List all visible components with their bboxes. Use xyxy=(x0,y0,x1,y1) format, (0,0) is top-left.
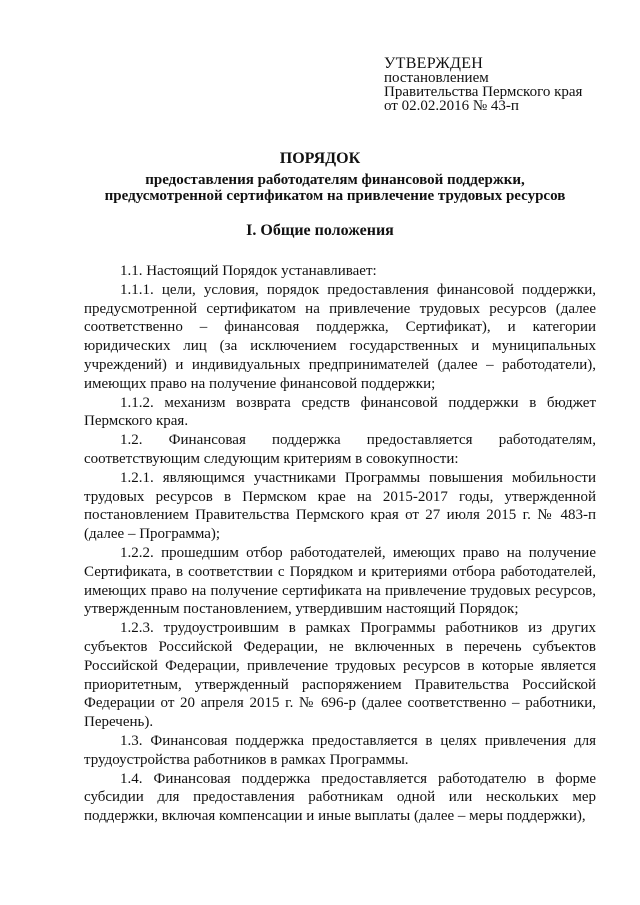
document-body xyxy=(84,262,596,826)
document-title: ПОРЯДОК xyxy=(279,150,361,167)
paragraph-1-1-2: 1.1.2. механизм возврата средств финансовой поддержки в бюджет Пермского края. xyxy=(84,394,596,430)
approval-line-3: Правительства Пермского края xyxy=(384,84,583,100)
approval-line-4: от 02.02.2016 № 43-п xyxy=(384,98,519,114)
approval-line-2: постановлением xyxy=(384,70,489,86)
paragraph-1-2: 1.2. Финансовая поддержка предоставляется работодателям, соответствующим следующим критериям в совокупности: xyxy=(84,432,596,467)
document-subtitle: предоставления работодателям финансовой поддержки, предусмотренной сертификатом на привлечение трудовых ресурсов xyxy=(104,172,566,204)
paragraph-1-1: 1.1. Настоящий Порядок устанавливает: xyxy=(120,263,377,279)
paragraph-1-2-2: 1.2.2. прошедшим отбор работодателей, имеющих право на получение Сертификата, в соответствии с Порядком и критериями отбора работодателей, имеющих право на получение сертификата на привлечение трудовых ресурсов, утвержденным постановлением, утвердившим настоящий Порядок; xyxy=(84,544,596,618)
paragraph-1-4: 1.4. Финансовая поддержка предоставляется работодателю в форме субсидии для предоставления работникам одной или нескольких мер поддержки, включая компенсации и иные выплаты (далее – меры поддержки), xyxy=(84,770,596,825)
section-heading: I. Общие положения xyxy=(246,222,394,239)
paragraph-1-3: 1.3. Финансовая поддержка предоставляется в целях привлечения для трудоустройства работников в рамках Программы. xyxy=(84,732,596,768)
paragraph-1-2-1: 1.2.1. являющимся участниками Программы повышения мобильности трудовых ресурсов в Пермском крае на 2015-2017 годы, утвержденной постановлением Правительства Пермского края от 27 июля 2015 г. № 483-п (далее – Программа); xyxy=(84,469,596,543)
approval-stamp xyxy=(384,57,582,113)
paragraph-1-2-3: 1.2.3. трудоустроившим в рамках Программы работников из других субъектов Российской Федерации, не включенных в перечень субъектов Российской Федерации, привлечение трудовых ресурсов в которые является приоритетным, утвержденный распоряжением Правительства Российской Федерации от 20 апреля 2015 г. № 696-р (далее соответственно – работники, Перечень). xyxy=(84,620,596,731)
paragraph-1-1-1: 1.1.1. цели, условия, порядок предоставления финансовой поддержки, предусмотренной сертификатом на привлечение трудовых ресурсов (далее соответственно – финансовая поддержка, Сертификат), и категории юридических лиц (за исключением государственных и муниципальных учреждений) и индивидуальных предпринимателей (далее – работодатели), имеющих право на получение финансовой поддержки; xyxy=(84,281,596,392)
approval-heading: УТВЕРЖДЕН xyxy=(384,55,484,72)
